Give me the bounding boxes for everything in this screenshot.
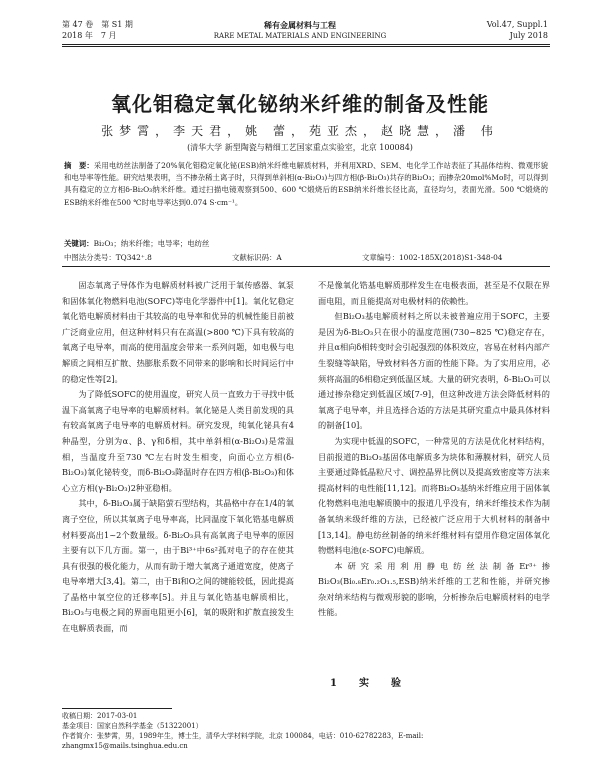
keywords-label: 关键词： — [64, 239, 94, 248]
author-list: 张梦霄，李天君，姚 蕾，苑亚杰，赵晓慧，潘 伟 — [101, 124, 499, 138]
keywords-text: Bi₂O₃；纳米纤维；电导率；电纺丝 — [93, 239, 210, 248]
header-volume: 第 47 卷 第 S1 期 — [62, 20, 133, 29]
header-rule — [62, 44, 550, 45]
header-date: 2018 年 7 月 — [62, 31, 117, 40]
body-paragraph: 为了降低SOFC的使用温度，研究人员一直致力于寻找中低温下高氧离子电导率的电解质材料。氧化铋是人类目前发现的具有较高氧离子电导率的电解质材料。研究发现，纯氧化铋具有4种晶型，分别为α、β、γ和δ相，其中单斜相(α-Bi₂O₃)是常温相，当温度升至730 ℃左右时发生相变，向面心立方相(δ-Bi₂O₃)氧化铋转变，而δ-Bi₂O₃降温时存在四方相(β-Bi₂O₃)和体心立方相(γ-Bi₂O₃)2种亚稳相。 — [62, 389, 294, 493]
section-heading: 1 实 验 — [330, 678, 407, 689]
right-column — [318, 278, 550, 621]
funding-info: 基金项目：国家自然科学基金（51322001） — [62, 722, 203, 730]
body-paragraph: 不是像氧化锆基电解质那样发生在电极表面，甚至是不仅限在界面电阻，而且能提高对电极材料的依赖性。 — [318, 280, 550, 306]
header-journal-cn: 稀有金属材料与工程 — [264, 20, 336, 30]
abstract-text: 采用电纺丝法制备了20%氧化钼稳定氧化铋(ESB)纳米纤维电解质材料，并利用XRD、SEM、电化学工作站表征了其晶体结构、微观形貌和电导率等性能。研究结果表明，当不掺杂稀土离子时，只得到单斜相(α-Bi₂O₃)与四方相(β-Bi₂O₃)共存的Bi₂O₃；而掺杂20mol%Mo时，可以得到具有稳定的立方相δ-Bi₂O₃纳米纤维。通过扫描电镜观察到500、600 ℃煅烧后的ESB纳米纤维长径比高，直径均匀，表面光滑。500 ℃煅烧的ESB纳米纤维在500 ℃时电导率达到0.074 S·cm⁻¹。 — [64, 161, 548, 207]
keywords — [64, 238, 548, 249]
affiliation: (清华大学 新型陶瓷与精细工艺国家重点实验室，北京 100084) — [187, 143, 413, 152]
received-date: 收稿日期：2017-03-01 — [62, 712, 138, 720]
paper-title: 氧化钼稳定氧化铋纳米纤维的制备及性能 — [111, 92, 489, 116]
abstract — [64, 160, 548, 209]
abstract-rule — [62, 266, 550, 267]
body-paragraph: 其中，δ-Bi₂O₃属于缺陷萤石型结构，其晶格中存在1/4的氧离子空位，所以其氧离子电导率高，比同温度下氧化锆基电解质材料要高出1~2个数量级。δ-Bi₂O₃具有高氧离子电导率的原因主要有以下几方面。第一，由于Bi³⁺中6s²孤对电子的存在使其具有很强的极化能力，从而有助于增大氧离子通道宽度，使离子电导率增大[3,4]。第二，由于Bi和O之间的键能较低，因此提高了晶格中氧空位的迁移率[5]。并且与氧化锆基电解质相比，Bi₂O₃与电极之间的界面电阻更小[6]，氧的吸附和扩散直接发生在电解质表面，而 — [62, 498, 294, 634]
header-volume-en: Vol.47, Suppl.1 — [486, 20, 548, 29]
body-paragraph: 为实现中低温的SOFC，一种常见的方法是优化材料结构，目前报道的Bi₂O₃基固体电解质多为块体和薄膜材料，研究人员主要通过降低晶粒尺寸、调控晶界比例以及提高致密度等方法来提高材料的电性能[11,12]。而将Bi₂O₃基纳米纤维应用于固体氧化物燃料电池电解质膜中的报道几乎没有，纳米纤维技术作为制备氧纳米级纤维的方法，已经被广泛应用于大机材料的制备中[13,14]。静电纺丝制备的纳米纤维材料有望用作稳定固体氧化物燃料电池(ε-SOFC)电解质。 — [318, 435, 550, 556]
footnote-rule — [62, 708, 172, 709]
author-bio: 作者简介：张梦霄，男，1989年生，博士生，清华大学材料学院，北京 100084，电话：010-62782283，E-mail: zhangmx15@mails.tsinghua.edu.cn — [62, 732, 424, 750]
body-paragraph: 固态氧离子导体作为电解质材料被广泛用于氧传感器、氧泵和固体氧化物燃料电池(SOFC)等电化学器件中[1]。氧化钇稳定氧化锆电解质材料由于其较高的电导率和优异的机械性能目前被广泛商业应用，但这种材料只有在高温(>800 ℃)下具有较高的氧离子电导率，而高的使用温度会带来一系列问题，如电极与电解质之间相互扩散、热膨胀系数不同带来的影响和长时间运行中的稳定性等[2]。 — [62, 280, 294, 384]
header-journal-en: RARE METAL MATERIALS AND ENGINEERING — [213, 32, 387, 40]
abstract-label: 摘 要： — [64, 161, 94, 170]
document-code: 文献标识码：A — [232, 253, 282, 262]
footnote — [62, 711, 550, 751]
article-number: 文章编号：1002-185X(2018)S1-348-04 — [362, 253, 503, 262]
header-rule-thin — [62, 46, 550, 47]
header-date-en: July 2018 — [509, 31, 548, 40]
body-paragraph: 本研究采用利用静电纺丝法制备Er³⁺掺Bi₂O₃(Bi₀.₈Er₀.₂O₁.₅,ESB)纳米纤维的工艺和性能，并研究掺杂对纳米结构与微观形貌的影响，分析掺杂后电解质材料的电学性能。 — [318, 560, 550, 618]
clc-number: 中图法分类号：TQ342⁺.8 — [64, 253, 152, 262]
left-column — [62, 278, 294, 637]
body-paragraph: 但Bi₂O₃基电解质材料之所以未被普遍应用于SOFC，主要是因为δ-Bi₂O₃只在很小的温度范围(730~825 ℃)稳定存在，并且α相向δ相转变时会引起强烈的体积效应，容易在材料内部产生裂缝等缺陷，导致材料各方面的性能下降。为了实用应用，必须将高温的δ相稳定到低温区域。大量的研究表明，δ-Bi₂O₃可以通过掺杂稳定到低温区域[7-9]，但这种改进方法会降低材料的氧离子电导率，并且选择合适的方法是其研究重点中最具体材料的制备[10]。 — [318, 311, 550, 431]
